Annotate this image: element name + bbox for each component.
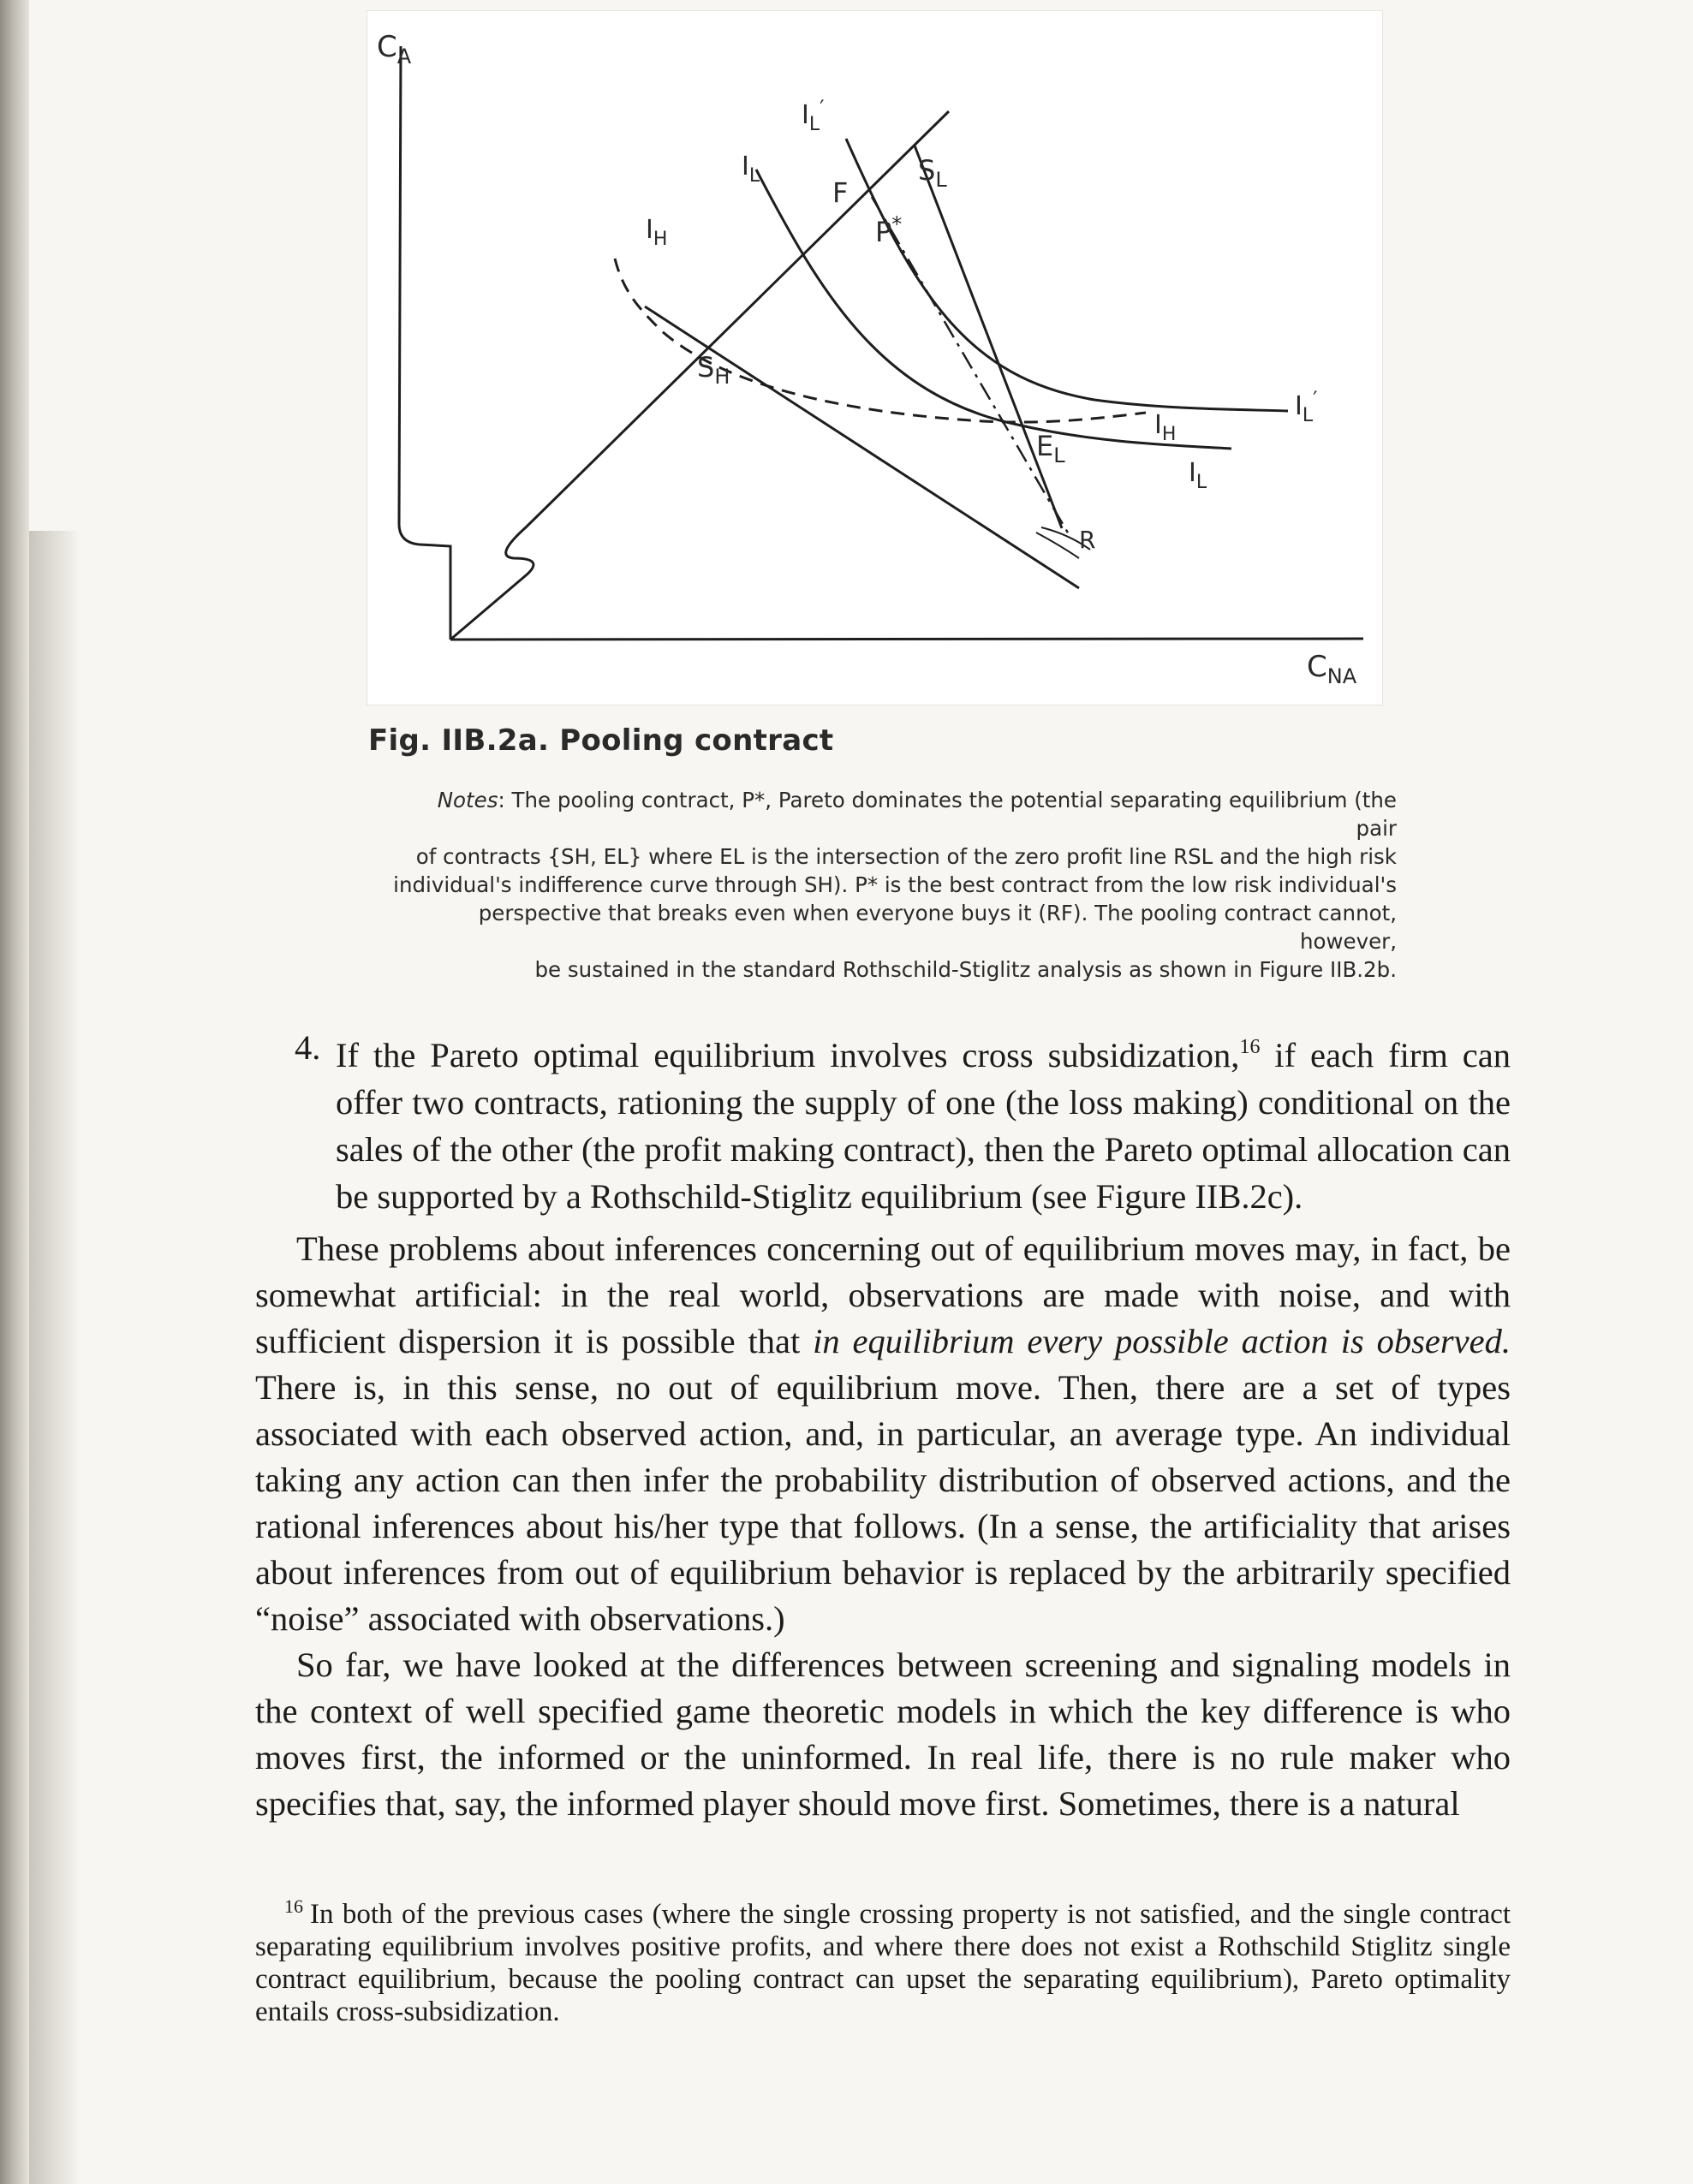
footnote-16 <box>255 1890 1511 2028</box>
label-r: R <box>1079 526 1096 554</box>
footnote-text: In both of the previous cases (where the single crossing property is not satisfied, and the single contract separating equilibrium involves positive profits, and where there does not exist a Rothschild Stiglitz single contract equilibrium, because the pooling contract can upset the separating equilibrium), Pareto optimality entails cross-subsidization. <box>255 1899 1511 2027</box>
indifference-curve-il-prime <box>846 139 1288 411</box>
figure-number: Fig. IIB.2a. <box>368 723 550 758</box>
notes-line-2: of contracts {SH, EL} where EL is the intersection of the zero profit line RSL and the high risk <box>415 844 1397 869</box>
notes-line-4: perspective that breaks even when everyone buys it (RF). The pooling contract cannot, however, <box>478 901 1397 954</box>
list-item-text: If the Pareto optimal equilibrium involves cross subsidization,$^{16}$ if each firm can offer two contracts, rationing the supply of one (the loss making) conditional on the sales of the other (the profit making contract), then the Pareto optimal allocation can be supported by a Rothschild-Stiglitz equilibrium (see Figure IIB.2c). <box>336 1036 1511 1216</box>
paragraph-1: These problems about inferences concerning out of equilibrium moves may, in fact, be somewhat artificial: in the real world, observations are made with noise, and with sufficient dispersion it is possible that in equilibrium every possible action is observed. There is, in this sense, no out of equilibrium move. Then, there are a set of types associated with each observed action, and, in particular, an average type. An individual taking any action can then infer the probability distribution of observed actions, and the rational inferences about his/her type that follows. (In a sense, the artificiality that arises about inferences from out of equilibrium behavior is replaced by the arbitrarily specified “noise” associated with observations.) <box>255 1229 1511 1638</box>
emphasis-text: in equilibrium every possible action is observed. <box>813 1322 1511 1360</box>
label-i-l-prime-right: $I_L'$ <box>1295 387 1318 426</box>
list-item-number: 4. <box>295 1028 321 1067</box>
label-i-l-prime-top: $I_L'$ <box>802 96 825 135</box>
footnote-mark: 16 <box>284 1895 303 1917</box>
low-risk-zero-profit-line-sl <box>915 146 1062 528</box>
label-i-h-top: $I_H$ <box>646 215 668 250</box>
page-gutter-shadow <box>29 531 80 2184</box>
notes-label: Notes <box>437 788 498 812</box>
pooling-line-rf-dashdot <box>872 197 1069 534</box>
notes-line-1: Notes: The pooling contract, P*, Pareto dominates the potential separating equilibrium (the pair <box>437 788 1397 841</box>
pooling-contract-diagram <box>367 10 1381 704</box>
book-binding-edge <box>0 0 29 2184</box>
label-e-l: $E_L$ <box>1036 430 1065 467</box>
paragraph-2: So far, we have looked at the differences between screening and signaling models in the context of well specified game theoretic models in which the key difference is who moves first, the informed or the uninformed. In real life, there is no rule maker who specifies that, say, the informed player should move first. Sometimes, there is a natural <box>255 1645 1511 1823</box>
notes-line-5: be sustained in the standard Rothschild-Stiglitz analysis as shown in Figure IIB.2b. <box>534 957 1397 982</box>
figure-caption <box>368 723 968 758</box>
y-axis <box>399 46 450 640</box>
label-i-h-right: $I_H$ <box>1154 410 1177 445</box>
label-s-l: $S_L$ <box>918 154 947 192</box>
label-y-axis: $C_A$ <box>377 30 412 68</box>
label-f: F <box>832 176 849 209</box>
x-axis <box>450 639 1363 640</box>
footnote-reference[interactable]: 16 <box>1239 1036 1261 1058</box>
high-risk-zero-profit-line <box>645 306 1079 588</box>
label-i-l-right: $I_L$ <box>1189 458 1207 493</box>
label-i-l-top: $I_L$ <box>742 152 760 187</box>
label-p-star: P* <box>875 212 903 248</box>
figure-notes <box>390 786 1397 984</box>
label-s-h: $S_H$ <box>697 351 730 389</box>
indifference-curve-ih-dashed <box>615 259 1146 422</box>
notes-line-3: individual's indifference curve through SH). P* is the best contract from the low risk individual's <box>393 872 1397 897</box>
label-x-axis: $C_{NA}$ <box>1307 650 1357 688</box>
figure-title: Pooling contract <box>559 723 834 758</box>
